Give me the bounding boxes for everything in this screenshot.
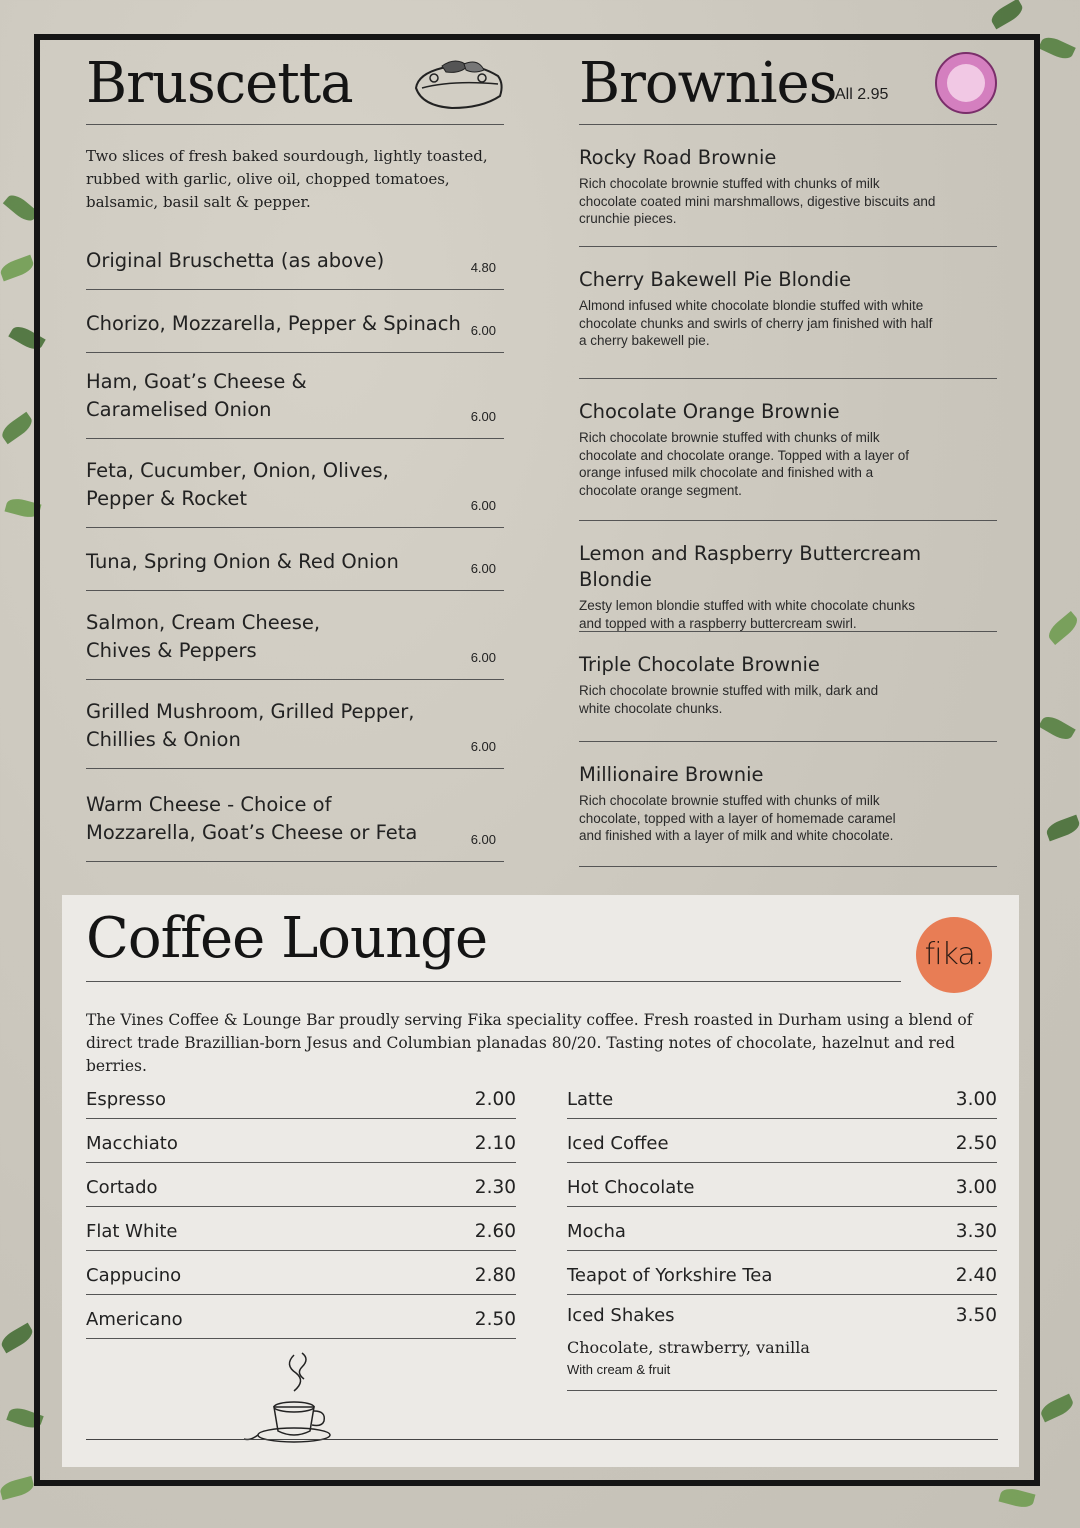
- item-name: Lemon and Raspberry Buttercream Blondie: [579, 542, 922, 591]
- menu-item: [86, 680, 504, 769]
- coffee-title-divider: [86, 981, 901, 982]
- drink-name: Macchiato: [86, 1133, 178, 1154]
- item-description: Rich chocolate brownie stuffed with milk, dark and white chocolate chunks.: [579, 683, 879, 716]
- drink-row-iced-shakes: [567, 1295, 997, 1391]
- coffee-title: Coffee Lounge: [86, 906, 488, 971]
- item-description: Rich chocolate brownie stuffed with chunks of milk chocolate, topped with a layer of homemade caramel and finished with a layer of milk and white chocolate.: [579, 793, 896, 843]
- item-name: Rocky Road Brownie: [579, 146, 777, 169]
- drinks-right-column: [567, 1079, 997, 1391]
- menu-item: [579, 742, 997, 867]
- item-name: Ham, Goat’s Cheese & Caramelised Onion: [86, 370, 307, 421]
- menu-item: [86, 769, 504, 862]
- menu-item: [86, 528, 504, 591]
- drink-row: [567, 1251, 997, 1295]
- item-description: Zesty lemon blondie stuffed with white chocolate chunks and topped with a raspberry buttercream swirl.: [579, 598, 915, 631]
- item-name: Triple Chocolate Brownie: [579, 653, 820, 676]
- bruschetta-intro: Two slices of fresh baked sourdough, lightly toasted, rubbed with garlic, olive oil, chopped tomatoes, balsamic, basil salt & pepper.: [86, 147, 488, 211]
- drink-name: Cortado: [86, 1177, 158, 1198]
- menu-item: [86, 353, 504, 439]
- drink-row: [567, 1119, 997, 1163]
- shake-note: With cream & fruit: [567, 1362, 671, 1377]
- brownies-section: [579, 52, 997, 867]
- donkey-icon: [947, 64, 985, 102]
- item-name: Grilled Mushroom, Grilled Pepper, Chillies & Onion: [86, 700, 415, 751]
- drink-price: 2.60: [474, 1221, 516, 1242]
- bruschetta-title: Bruscetta: [86, 51, 353, 116]
- bakery-badge-logo: [935, 52, 997, 114]
- menu-item: [86, 439, 504, 528]
- drink-row: [86, 1295, 516, 1339]
- drink-name: Flat White: [86, 1221, 178, 1242]
- drink-name: Latte: [567, 1089, 614, 1110]
- brownies-price-all: All 2.95: [835, 86, 889, 103]
- drink-name: Espresso: [86, 1089, 167, 1110]
- menu-item: [579, 379, 997, 521]
- bottom-divider: [86, 1439, 998, 1440]
- drink-row: [567, 1207, 997, 1251]
- item-name: Tuna, Spring Onion & Red Onion: [86, 550, 399, 573]
- item-description: Rich chocolate brownie stuffed with chunks of milk chocolate and chocolate orange. Topped with a layer of orange infused milk chocolate and finished with a chocolate orange segment.: [579, 430, 909, 498]
- drink-name: Americano: [86, 1309, 183, 1330]
- bruschetta-bread-icon: [412, 54, 506, 112]
- bruschetta-section: [86, 52, 504, 862]
- coffee-intro: The Vines Coffee & Lounge Bar proudly serving Fika speciality coffee. Fresh roasted in Durham using a blend of direct trade Brazillian-born Jesus and Columbian planadas 80/20. Tasting notes of chocolate, hazelnut and red berries.: [86, 1011, 973, 1075]
- item-name: Warm Cheese - Choice of Mozzarella, Goat’s Cheese or Feta: [86, 793, 418, 844]
- drink-price: 2.80: [474, 1265, 516, 1286]
- drink-price: 2.10: [474, 1133, 516, 1154]
- drinks-left-column: [86, 1079, 516, 1339]
- item-price: 6.00: [470, 498, 496, 513]
- drink-row: [567, 1163, 997, 1207]
- drink-row: [86, 1207, 516, 1251]
- drink-price: 2.50: [955, 1133, 997, 1154]
- item-name: Original Bruschetta (as above): [86, 249, 385, 272]
- drink-price: 2.50: [474, 1309, 516, 1330]
- drink-name: Teapot of Yorkshire Tea: [567, 1265, 773, 1286]
- drink-price: 3.30: [955, 1221, 997, 1242]
- bruschetta-header: [86, 52, 504, 125]
- item-name: Salmon, Cream Cheese, Chives & Peppers: [86, 611, 321, 662]
- drink-price: 2.00: [474, 1089, 516, 1110]
- item-price: 6.00: [470, 409, 496, 424]
- item-description: Almond infused white chocolate blondie stuffed with white chocolate chunks and swirls of cherry jam finished with half a cherry bakewell pie.: [579, 298, 933, 348]
- drink-name: Iced Coffee: [567, 1133, 669, 1154]
- drink-row: [86, 1119, 516, 1163]
- menu-item: [579, 632, 997, 742]
- item-name: Millionaire Brownie: [579, 763, 764, 786]
- brownies-title: Brownies: [579, 51, 837, 116]
- drink-name: Mocha: [567, 1221, 626, 1242]
- item-price: 6.00: [470, 832, 496, 847]
- drink-name: Iced Shakes: [567, 1305, 675, 1326]
- menu-item: [86, 591, 504, 680]
- menu-item: [86, 290, 504, 353]
- item-name: Chocolate Orange Brownie: [579, 400, 840, 423]
- drink-price: 2.40: [955, 1265, 997, 1286]
- item-price: 4.80: [470, 260, 496, 275]
- brownies-header: [579, 52, 997, 125]
- menu-item: [86, 214, 504, 290]
- fika-logo: fika.: [916, 917, 992, 993]
- drink-price: 3.50: [955, 1305, 997, 1326]
- drink-row: [567, 1079, 997, 1119]
- drink-row: [86, 1079, 516, 1119]
- item-price: 6.00: [470, 650, 496, 665]
- item-name: Cherry Bakewell Pie Blondie: [579, 268, 852, 291]
- coffee-cup-icon: [244, 1351, 354, 1451]
- item-description: Rich chocolate brownie stuffed with chunks of milk chocolate coated mini marshmallows, digestive biscuits and crunchie pieces.: [579, 176, 936, 226]
- menu-item: [579, 247, 997, 379]
- item-price: 6.00: [470, 739, 496, 754]
- item-price: 6.00: [470, 561, 496, 576]
- drink-name: Cappucino: [86, 1265, 182, 1286]
- item-price: 6.00: [470, 323, 496, 338]
- drink-name: Hot Chocolate: [567, 1177, 695, 1198]
- item-name: Feta, Cucumber, Onion, Olives, Pepper & Rocket: [86, 459, 389, 510]
- menu-item: [579, 521, 997, 632]
- shake-flavours: Chocolate, strawberry, vanilla: [567, 1338, 810, 1357]
- coffee-lounge-section: [62, 895, 1019, 1467]
- drink-price: 3.00: [955, 1089, 997, 1110]
- drink-price: 2.30: [474, 1177, 516, 1198]
- menu-item: [579, 125, 997, 247]
- item-name: Chorizo, Mozzarella, Pepper & Spinach: [86, 312, 461, 335]
- drink-row: [86, 1251, 516, 1295]
- drink-price: 3.00: [955, 1177, 997, 1198]
- drink-row: [86, 1163, 516, 1207]
